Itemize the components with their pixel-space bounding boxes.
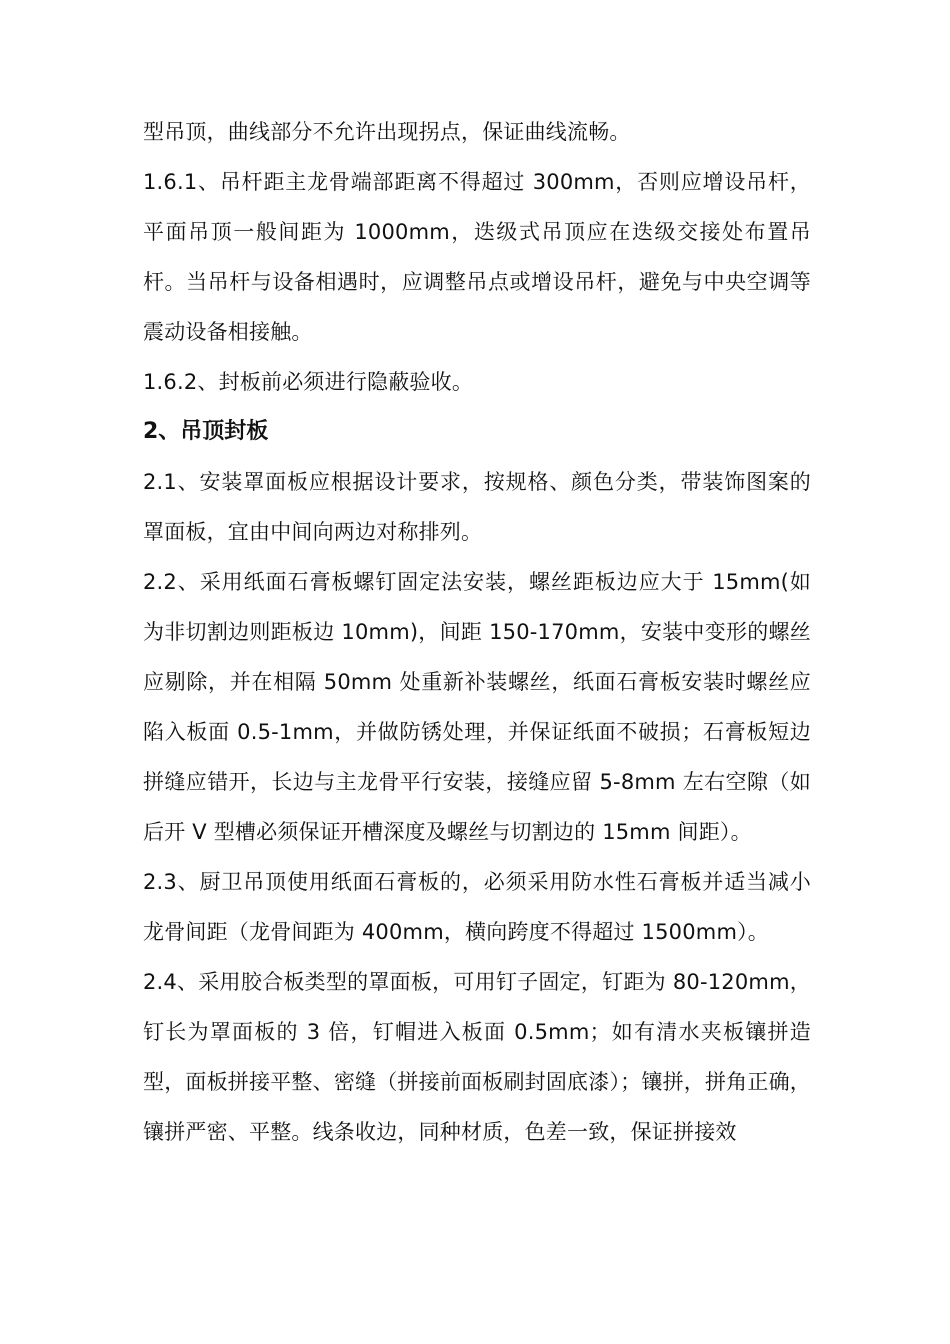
paragraph-2-1: 2.1、安装罩面板应根据设计要求，按规格、颜色分类，带装饰图案的罩面板，宜由中间向两边对称排列。 — [143, 470, 811, 544]
document-page — [143, 107, 811, 1157]
paragraph-1-6-2: 1.6.2、封板前必须进行隐蔽验收。 — [143, 370, 474, 394]
paragraph-2-3: 2.3、厨卫吊顶使用纸面石膏板的，必须采用防水性石膏板并适当减小龙骨间距（龙骨间距为 400mm，横向跨度不得超过 1500mm）。 — [143, 870, 811, 944]
section-heading-2: 2、吊顶封板 — [143, 419, 269, 444]
paragraph-2-4: 2.4、采用胶合板类型的罩面板，可用钉子固定，钉距为 80-120mm，钉长为罩面板的 3 倍，钉帽进入板面 0.5mm；如有清水夹板镶拼造型，面板拼接平整、密缝（拼接前面板刷封固底漆）；镶拼，拼角正确，镶拼严密、平整。线条收边，同种材质，色差一致，保证拼接效 — [143, 970, 811, 1144]
paragraph-curve-note: 型吊顶，曲线部分不允许出现拐点，保证曲线流畅。 — [143, 120, 631, 144]
paragraph-1-6-1: 1.6.1、吊杆距主龙骨端部距离不得超过 300mm，否则应增设吊杆，平面吊顶一般间距为 1000mm，迭级式吊顶应在迭级交接处布置吊杆。当吊杆与设备相遇时，应调整吊点或增设吊杆，避免与中央空调等震动设备相接触。 — [143, 170, 811, 344]
paragraph-2-2: 2.2、采用纸面石膏板螺钉固定法安装，螺丝距板边应大于 15mm(如为非切割边则距板边 10mm)，间距 150-170mm，安装中变形的螺丝应剔除，并在相隔 50mm 处重新补装螺丝，纸面石膏板安装时螺丝应陷入板面 0.5-1mm，并做防锈处理，并保证纸面不破损；石膏板短边拼缝应错开，长边与主龙骨平行安装，接缝应留 5-8mm 左右空隙（如后开 V 型槽必须保证开槽深度及螺丝与切割边的 15mm 间距）。 — [143, 570, 811, 844]
